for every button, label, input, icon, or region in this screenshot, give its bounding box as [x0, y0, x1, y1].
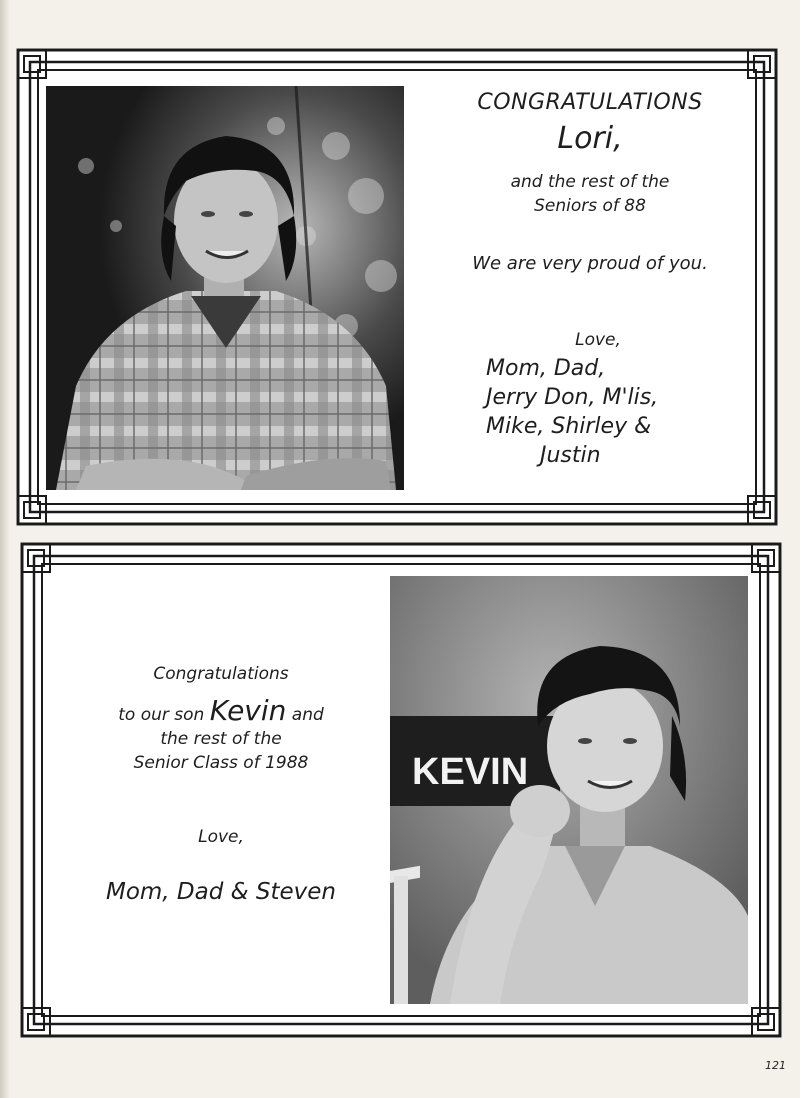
ad-kevin-prefix: to our son — [118, 705, 205, 725]
ad-kevin-message — [56, 662, 386, 905]
ad-kevin-signature: Mom, Dad & Steven — [105, 879, 336, 905]
page-number: 121 — [765, 1059, 786, 1072]
ad-kevin-suffix: and — [291, 705, 324, 725]
ad-kevin-line1: the rest of the — [160, 729, 282, 749]
ad-lori-signature-line: Mike, Shirley & — [486, 414, 652, 439]
ad-lori-signature-line: Justin — [540, 443, 601, 468]
ad-kevin-line2: Senior Class of 1988 — [133, 753, 309, 773]
page-binding-shadow — [0, 0, 10, 1098]
portrait-kevin-image — [390, 576, 748, 1004]
ad-kevin-heading: Congratulations — [153, 664, 289, 684]
ad-lori-name: Lori, — [557, 121, 623, 156]
ad-lori-line1: and the rest of the — [510, 172, 670, 192]
ad-lori-line2: Seniors of 88 — [534, 196, 646, 216]
portrait-lori — [46, 86, 404, 490]
ad-lori-heading: CONGRATULATIONS — [477, 90, 703, 115]
ad-lori-signature-line: Mom, Dad, — [486, 356, 606, 381]
portrait-kevin — [390, 576, 748, 1004]
ad-lori-signature-line: Jerry Don, M'lis, — [486, 385, 659, 410]
ad-kevin-son-line — [56, 694, 386, 727]
ad-lori — [16, 48, 778, 526]
ad-lori-proud: We are very proud of you. — [472, 253, 708, 274]
ad-lori-signature — [416, 354, 764, 470]
portrait-lori-image — [46, 86, 404, 490]
ad-kevin — [20, 542, 782, 1038]
ad-kevin-love: Love, — [198, 827, 244, 847]
chair-label: KEVIN — [412, 751, 529, 793]
ad-lori-love: Love, — [575, 330, 621, 350]
ad-lori-message — [416, 90, 764, 470]
ad-kevin-name: Kevin — [209, 694, 287, 727]
